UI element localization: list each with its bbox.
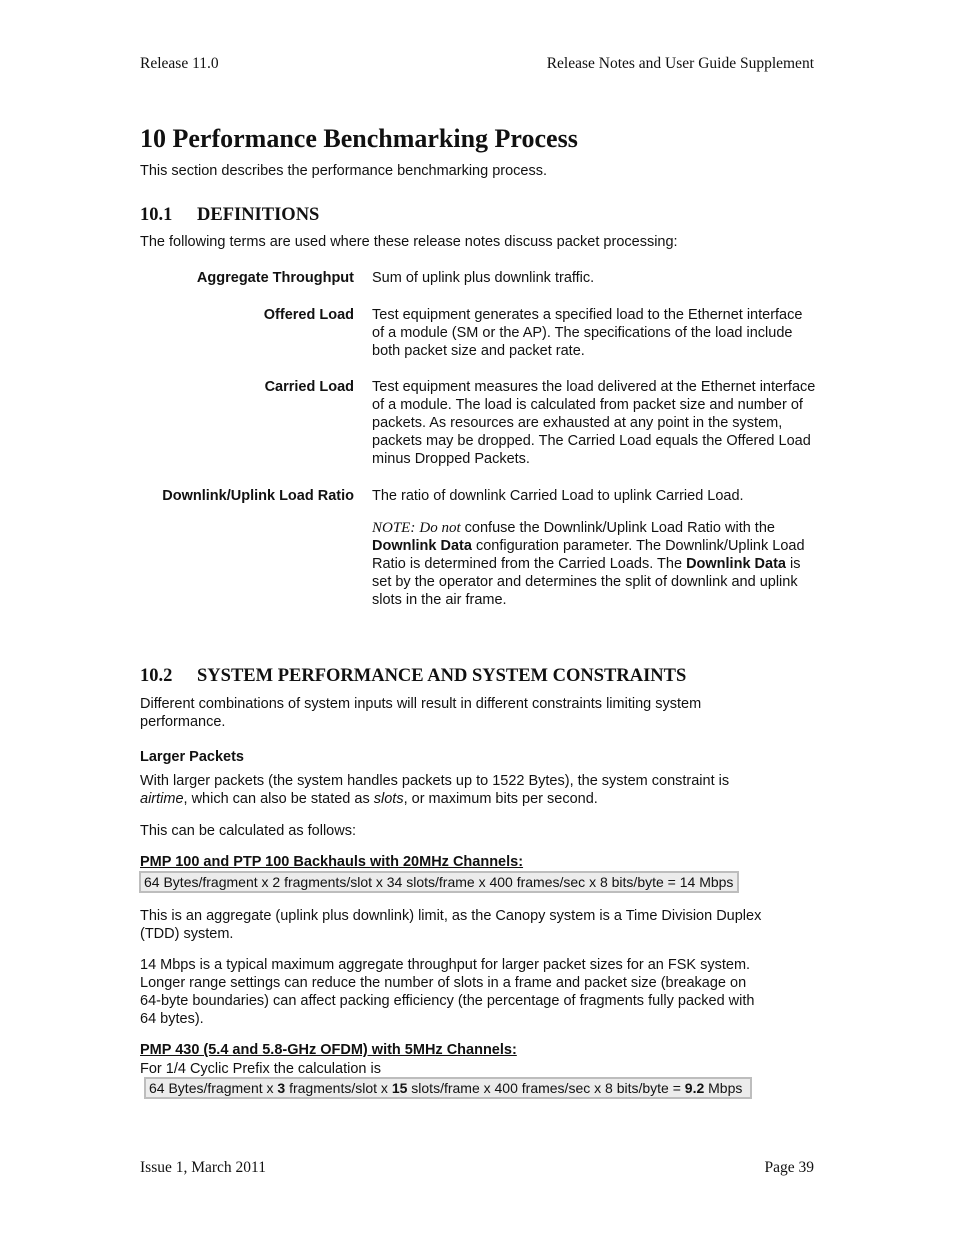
definition-line: packets. As resources are exhausted at any point in the system,	[372, 415, 783, 431]
section-number: 10.1	[140, 205, 173, 225]
term-carried-load: Carried Load	[264, 379, 354, 395]
term-offered-load: Offered Load	[263, 307, 354, 323]
downlink-data-term: Downlink Data	[686, 556, 786, 572]
downlink-data-term: Downlink Data	[372, 538, 472, 554]
definition-aggregate-throughput	[372, 269, 852, 287]
footer-page-number: Page 39	[764, 1159, 814, 1176]
pmp430-heading: PMP 430 (5.4 and 5.8-GHz OFDM) with 5MHz Channels:	[140, 1042, 517, 1058]
note-line-3: Ratio is determined from the Carried Loads. The Downlink Data is	[372, 556, 801, 572]
note-line-2: Downlink Data configuration parameter. The Downlink/Uplink Load	[372, 538, 805, 554]
aggregate-limit-text: This is an aggregate (uplink plus downlink) limit, as the Canopy system is a Time Division Duplex (TDD) system.	[140, 908, 762, 942]
definitions-intro: The following terms are used where these release notes discuss packet processing:	[140, 234, 678, 250]
cyclic-prefix-text: For 1/4 Cyclic Prefix the calculation is	[140, 1061, 381, 1077]
larger-packets-heading: Larger Packets	[140, 749, 244, 765]
definition-line: Test equipment measures the load delivered at the Ethernet interface	[372, 379, 816, 395]
section-number: 10.2	[140, 666, 173, 686]
header-doc-title: Release Notes and User Guide Supplement	[546, 55, 814, 72]
typical-throughput-text: 14 Mbps is a typical maximum aggregate throughput for larger packet sizes for an FSK system. Longer range settings can reduce the number of slots in a frame and packet size (breakage on 64-byte boundaries) can affect packing efficiency (the percentage of fragments fully packed with 64 bytes).	[140, 957, 755, 1027]
formula-pmp100: 64 Bytes/fragment x 2 fragments/slot x 34 slots/frame x 400 frames/sec x 8 bits/byte = 14 Mbps	[139, 871, 739, 893]
note-line-1: NOTE: Do not confuse the Downlink/Uplink Load Ratio with the	[372, 520, 775, 536]
definition-carried-load	[372, 378, 852, 468]
page-title: 10 Performance Benchmarking Process	[140, 124, 578, 153]
definition-downlink-uplink-load-ratio	[372, 487, 852, 505]
definition-line: minus Dropped Packets.	[372, 451, 530, 467]
pmp100-heading: PMP 100 and PTP 100 Backhauls with 20MHz Channels:	[140, 854, 524, 870]
note-line-5: slots in the air frame.	[372, 592, 507, 608]
header-release: Release 11.0	[140, 55, 219, 72]
note-block	[372, 519, 852, 609]
definition-line: both packet size and packet rate.	[372, 343, 585, 359]
definition-offered-load	[372, 306, 852, 360]
system-performance-intro: Different combinations of system inputs will result in different constraints limiting system performance.	[140, 696, 702, 730]
section-heading-system-performance	[140, 666, 686, 687]
formula-pmp430: 64 Bytes/fragment x 3 fragments/slot x 15 slots/frame x 400 frames/sec x 8 bits/byte = 9.2 Mbps	[144, 1077, 752, 1099]
larger-packets-text: With larger packets (the system handles packets up to 1522 Bytes), the system constraint is airtime, which can also be stated as slots, or maximum bits per second.	[140, 773, 730, 807]
note-label: NOTE:	[372, 520, 416, 536]
note-do-not: Do not	[419, 520, 461, 536]
definition-line: Test equipment generates a specified load to the Ethernet interface	[372, 307, 803, 323]
section-heading-definitions	[140, 205, 319, 226]
definition-line: packets may be dropped. The Carried Load equals the Offered Load	[372, 433, 811, 449]
note-line-4: set by the operator and determines the split of downlink and uplink	[372, 574, 798, 590]
term-downlink-uplink-load-ratio: Downlink/Uplink Load Ratio	[162, 488, 354, 504]
definition-line: Sum of uplink plus downlink traffic.	[372, 270, 595, 286]
definition-line: of a module (SM or the AP). The specifications of the load include	[372, 325, 793, 341]
intro-text: This section describes the performance benchmarking process.	[140, 163, 547, 179]
section-title: DEFINITIONS	[197, 205, 320, 225]
definition-line: The ratio of downlink Carried Load to uplink Carried Load.	[372, 488, 744, 504]
term-aggregate-throughput: Aggregate Throughput	[196, 270, 354, 286]
calculation-intro: This can be calculated as follows:	[140, 823, 356, 839]
section-title: SYSTEM PERFORMANCE AND SYSTEM CONSTRAINTS	[197, 666, 687, 686]
definition-line: of a module. The load is calculated from packet size and number of	[372, 397, 803, 413]
footer-issue: Issue 1, March 2011	[140, 1159, 266, 1176]
